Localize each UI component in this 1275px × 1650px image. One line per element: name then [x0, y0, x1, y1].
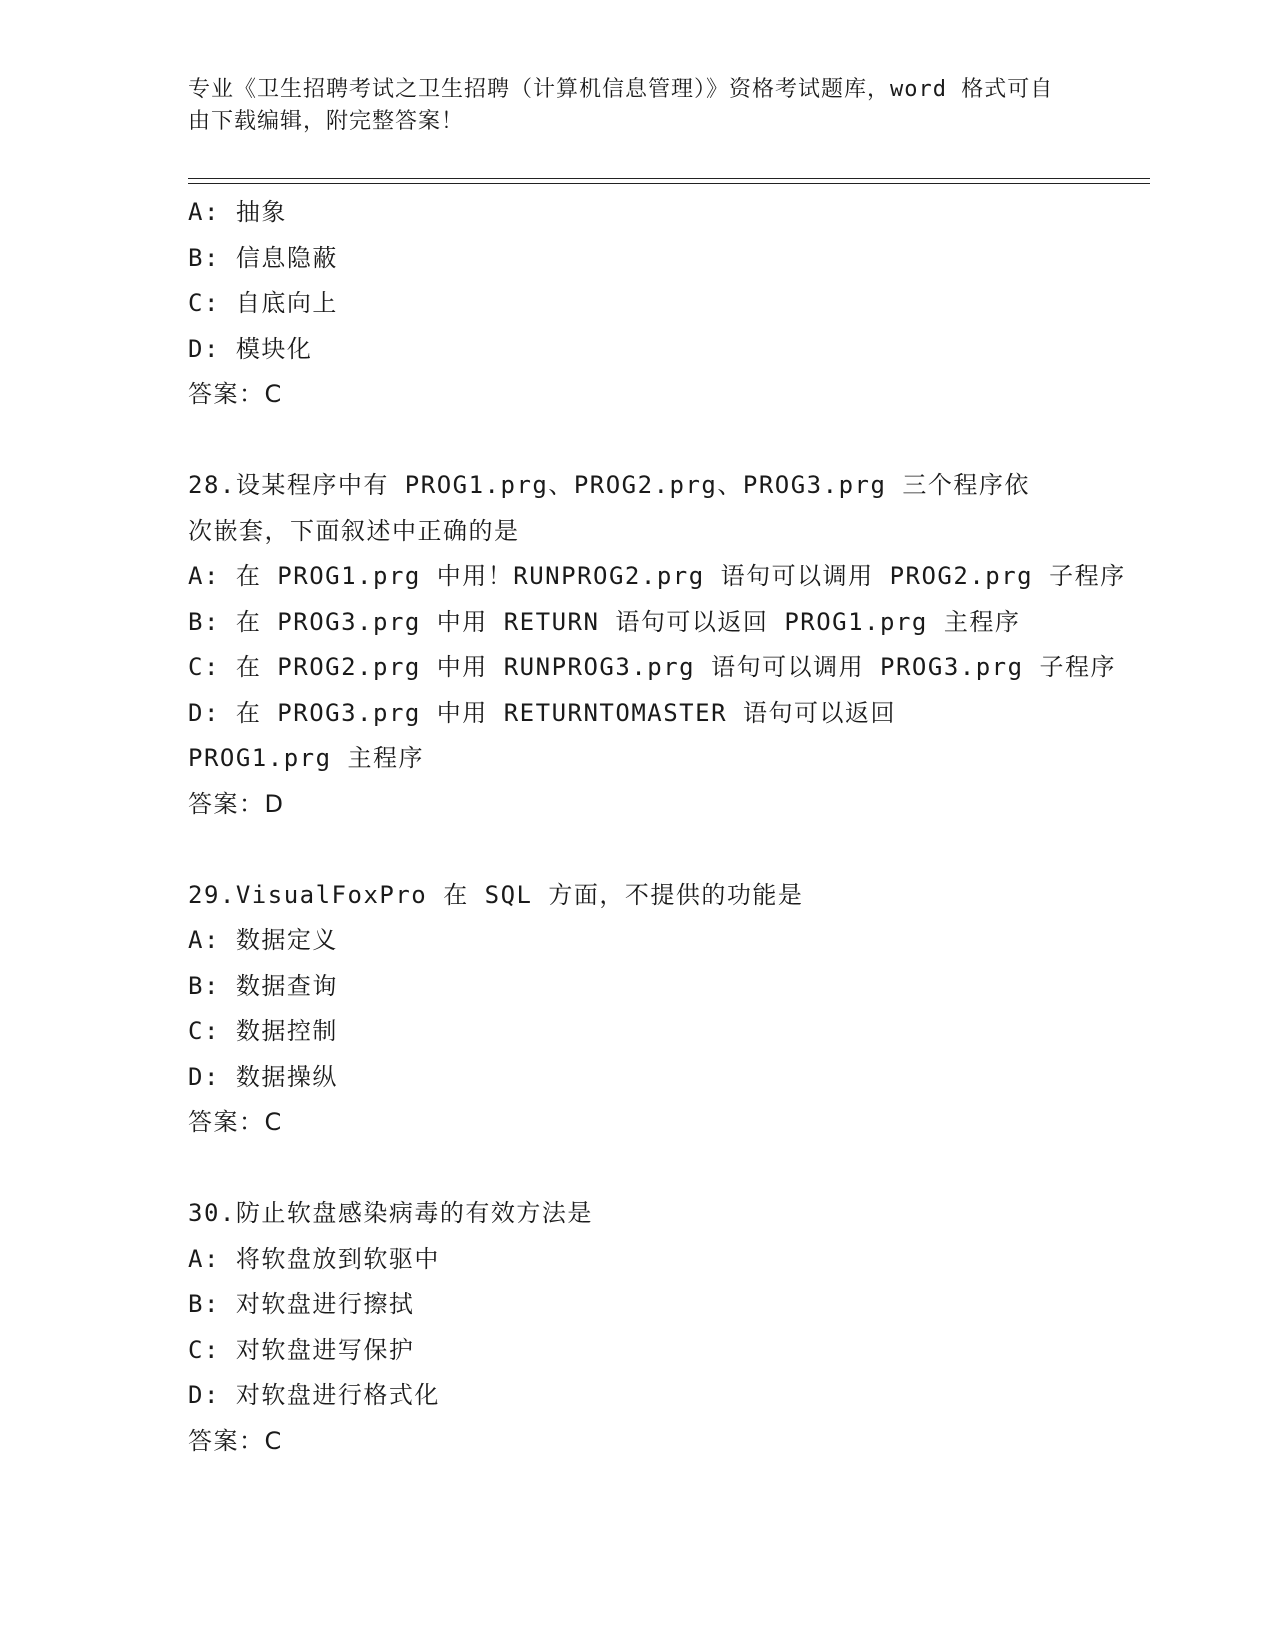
- q27-answer: 答案：C: [188, 380, 283, 408]
- question-list: [188, 190, 1126, 1464]
- header-intro: 专业《卫生招聘考试之卫生招聘（计算机信息管理）》资格考试题库，word 格式可自由下载编辑，附完整答案！: [188, 77, 1054, 134]
- q30-option-c: C: 对软盘进写保护: [188, 1335, 415, 1364]
- q28-answer: 答案：D: [188, 789, 285, 818]
- question-27-block: [188, 190, 1088, 418]
- q29-option-d: D: 数据操纵: [188, 1062, 338, 1091]
- q28-question: 28.设某程序中有 PROG1.prg、PROG2.prg、PROG3.prg 三个程序依次嵌套，下面叙述中正确的是: [188, 471, 1030, 545]
- header-divider-top: [188, 178, 1150, 179]
- q29-question: 29.VisualFoxPro 在 SQL 方面，不提供的功能是: [188, 880, 804, 909]
- q29-option-b: B: 数据查询: [188, 971, 338, 1000]
- question-30-block: [188, 1191, 1088, 1464]
- q28-option-b: B: 在 PROG3.prg 中用 RETURN 语句可以返回 PROG1.prg 主程序: [188, 607, 1021, 636]
- spacer: [188, 827, 1088, 873]
- q27-option-a: A: 抽象: [188, 198, 287, 226]
- q27-option-b: B: 信息隐蔽: [188, 243, 338, 272]
- q30-question: 30.防止软盘感染病毒的有效方法是: [188, 1199, 593, 1227]
- q28-option-a: A: 在 PROG1.prg 中用！RUNPROG2.prg 语句可以调用 PROG2.prg 子程序: [188, 562, 1126, 590]
- spacer: [188, 418, 1088, 464]
- q29-option-a: A: 数据定义: [188, 926, 338, 954]
- q29-answer: 答案：C: [188, 1108, 283, 1136]
- q27-option-d: D: 模块化: [188, 334, 313, 363]
- q30-option-a: A: 将软盘放到软驱中: [188, 1244, 440, 1273]
- q29-option-c: C: 数据控制: [188, 1017, 338, 1045]
- q30-option-b: B: 对软盘进行擦拭: [188, 1290, 415, 1318]
- q28-option-c: C: 在 PROG2.prg 中用 RUNPROG3.prg 语句可以调用 PROG3.prg 子程序: [188, 653, 1117, 681]
- question-29-block: [188, 873, 1088, 1146]
- spacer: [188, 1146, 1088, 1192]
- q30-option-d: D: 对软盘进行格式化: [188, 1381, 440, 1409]
- question-28-block: [188, 463, 1126, 827]
- q28-option-d: D: 在 PROG3.prg 中用 RETURNTOMASTER 语句可以返回 PROG1.prg 主程序: [188, 698, 896, 772]
- header-divider-bottom: [188, 183, 1150, 184]
- q30-answer: 答案：C: [188, 1426, 283, 1455]
- q27-option-c: C: 自底向上: [188, 289, 338, 317]
